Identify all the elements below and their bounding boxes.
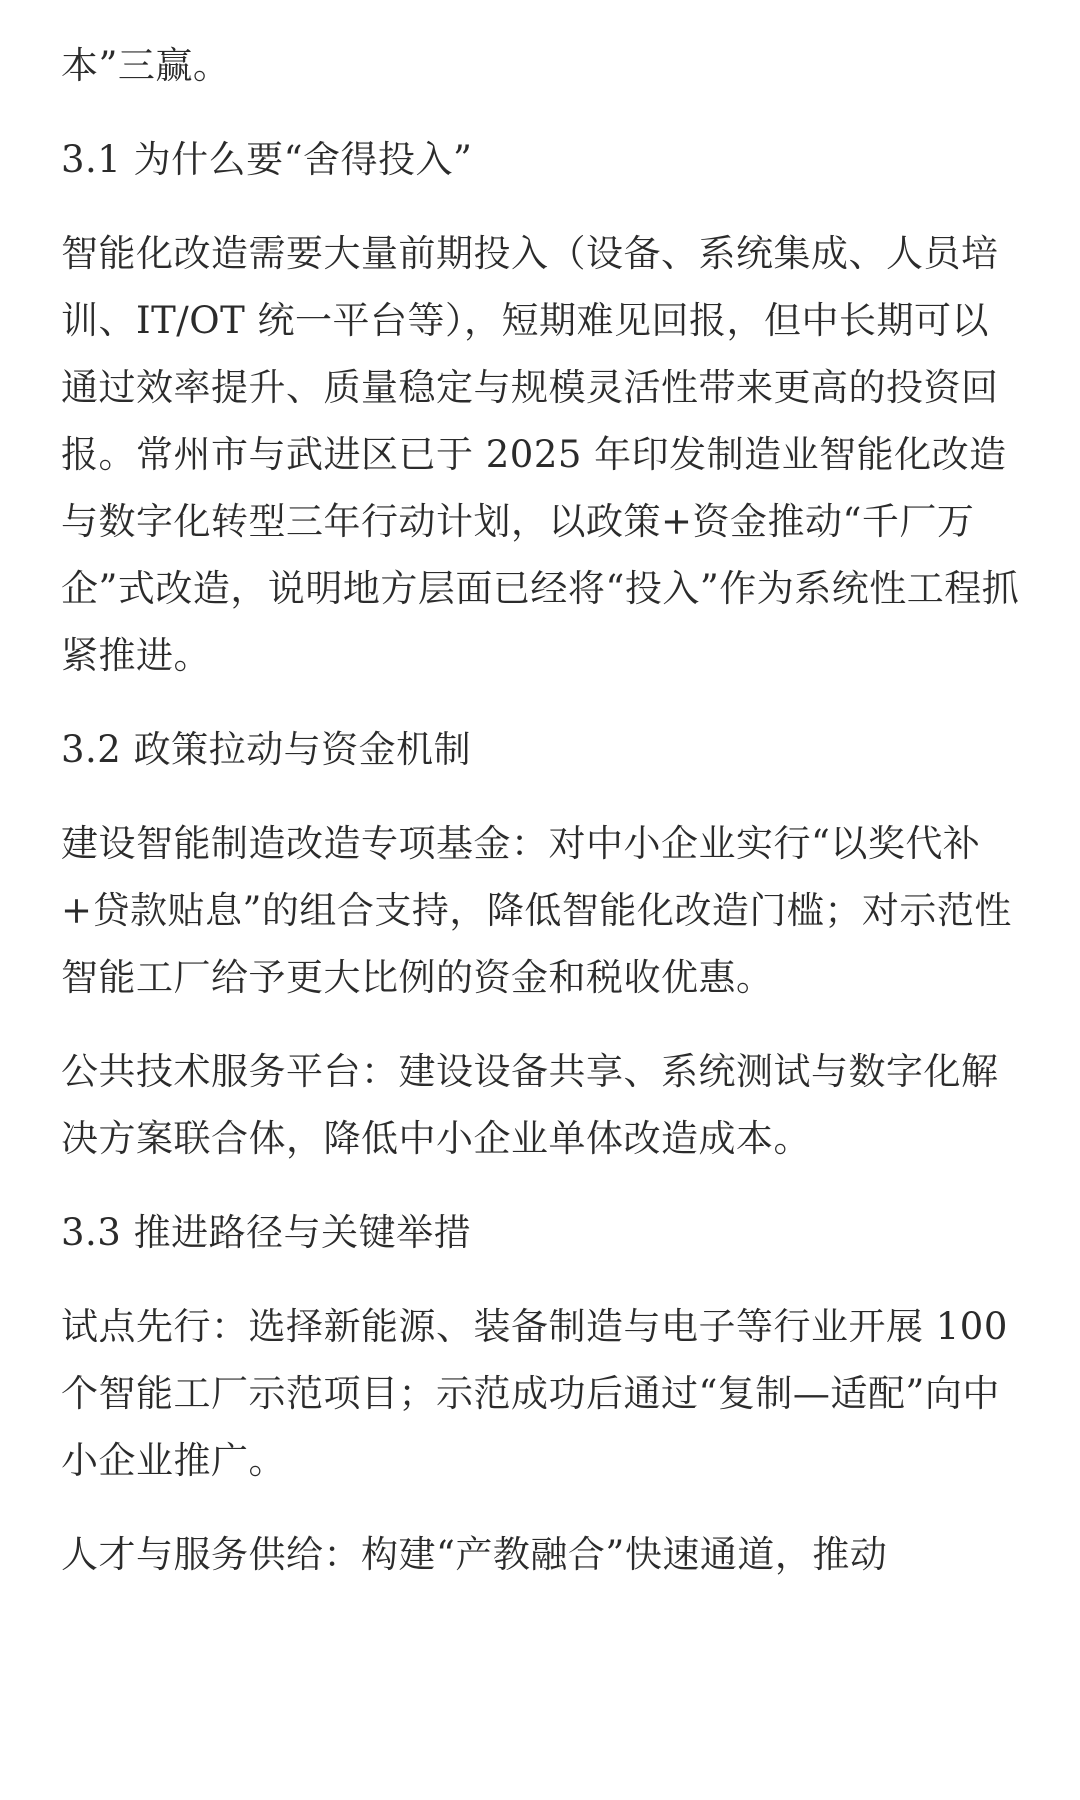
section-heading-3-3: 3.3 推进路径与关键举措: [61, 1211, 472, 1254]
section-heading-3-2: 3.2 政策拉动与资金机制: [61, 728, 472, 771]
article-body: [61, 32, 1021, 1615]
paragraph-talent-supply: 人才与服务供给：构建“产教融合”快速通道，推动: [61, 1533, 888, 1576]
paragraph-fragment: 本”三赢。: [61, 44, 231, 87]
paragraph-public-platform: 公共技术服务平台：建设设备共享、系统测试与数字化解决方案联合体，降低中小企业单体改造成本。: [61, 1050, 999, 1160]
section-heading-3-1: 3.1 为什么要“舍得投入”: [61, 138, 473, 181]
paragraph-pilot-first: 试点先行：选择新能源、装备制造与电子等行业开展 100 个智能工厂示范项目；示范成功后通过“复制—适配”向中小企业推广。: [61, 1305, 1008, 1482]
paragraph-investment: 智能化改造需要大量前期投入（设备、系统集成、人员培训、IT/OT 统一平台等），短期难见回报，但中长期可以通过效率提升、质量稳定与规模灵活性带来更高的投资回报。常州市与武进区已于 2025 年印发制造业智能化改造与数字化转型三年行动计划，以政策+资金推动“千厂万企”式改造，说明地方层面已经将“投入”作为系统性工程抓紧推进。: [61, 232, 1020, 677]
paragraph-special-fund: 建设智能制造改造专项基金：对中小企业实行“以奖代补+贷款贴息”的组合支持，降低智能化改造门槛；对示范性智能工厂给予更大比例的资金和税收优惠。: [61, 822, 1012, 999]
